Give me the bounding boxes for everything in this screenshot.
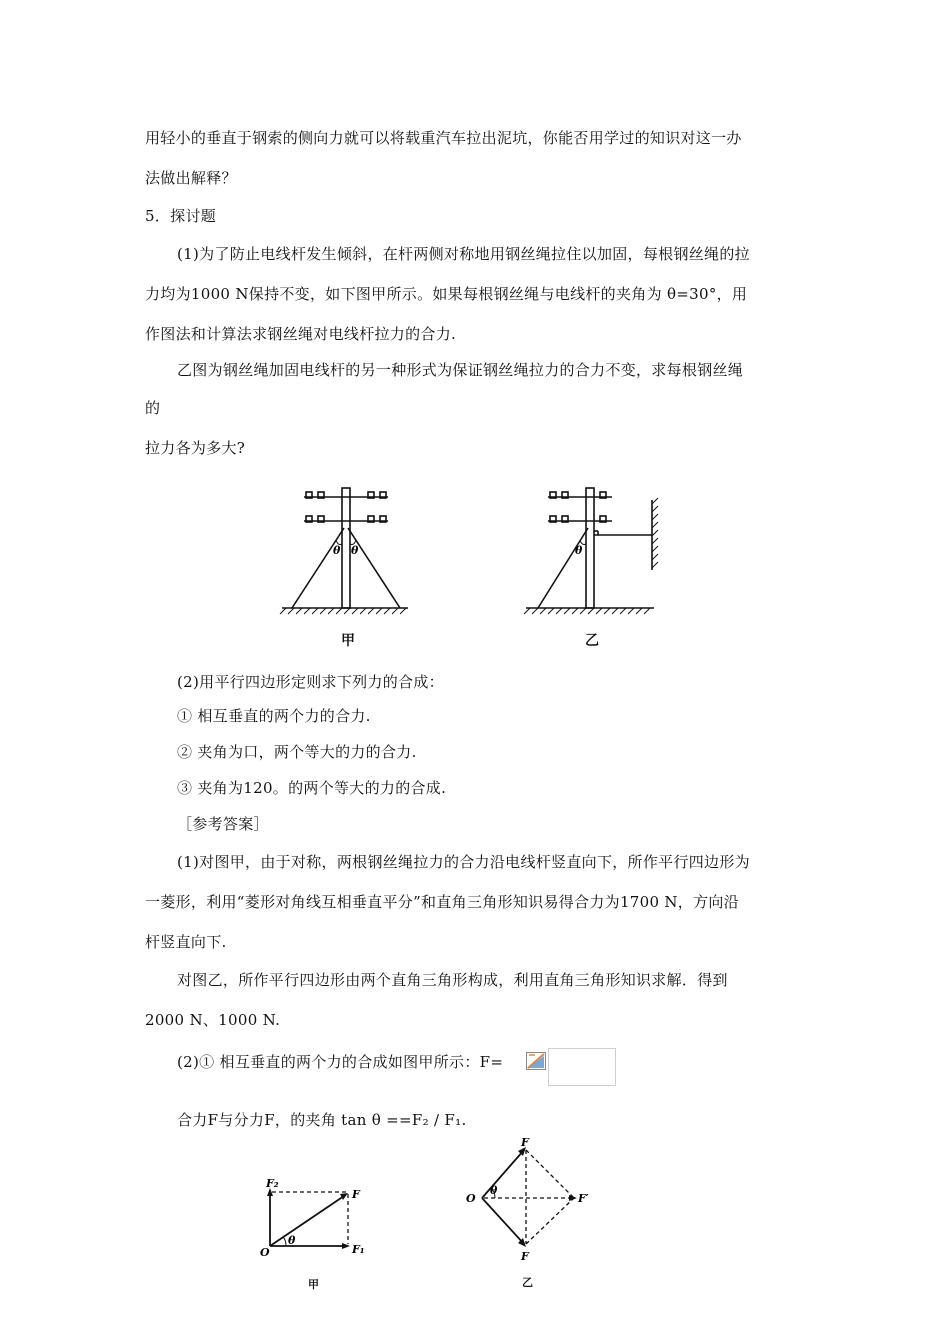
l17: 杆竖直向下. <box>145 933 227 951</box>
pole-a-caption: 甲 <box>341 633 355 649</box>
force-b-label-theta: θ <box>490 1184 498 1197</box>
l18: 对图乙，所作平行四边形由两个直角三角形构成，利用直角三角形知识求解．得到 <box>177 971 728 989</box>
l13: ③ 夹角为120。的两个等大的力的合成. <box>177 779 447 797</box>
l11: ① 相互垂直的两个力的合力. <box>177 707 371 725</box>
l5: 力均为1000 N保持不变，如下图甲所示。如果每根钢丝绳与电线杆的夹角为 θ=30°，用 <box>145 285 748 303</box>
l12: ② 夹角为口，两个等大的力的合力. <box>177 743 417 761</box>
force-a-label-f2: F₂ <box>266 1177 279 1190</box>
l16: 一菱形，利用“菱形对角线互相垂直平分”和直角三角形知识易得合力为1700 N，方向沿 <box>145 893 740 911</box>
l20: (2)① 相互垂直的两个力的合成如图甲所示：F= <box>177 1053 504 1071</box>
force-figure-a <box>258 1176 370 1258</box>
l2: 法做出解释？ <box>145 169 237 187</box>
l3: 5．探讨题 <box>145 207 217 225</box>
formula-frame <box>548 1048 616 1086</box>
force-a-label-o: O <box>260 1246 270 1258</box>
force-a-caption: 甲 <box>308 1278 319 1291</box>
force-b-label-fprime: F′ <box>578 1192 589 1205</box>
force-b-label-f-top: F <box>521 1136 529 1149</box>
l4: (1)为了防止电线杆发生倾斜，在杆两侧对称地用钢丝绳拉住以加固，每根钢丝绳的拉 <box>177 245 750 263</box>
l9: 拉力各为多大? <box>145 439 246 457</box>
theta-b: θ <box>575 544 583 557</box>
formula-image-icon <box>526 1052 546 1070</box>
theta-a-left: θ <box>333 544 341 557</box>
l15: (1)对图甲，由于对称，两根钢丝绳拉力的合力沿电线杆竖直向下，所作平行四边形为 <box>177 853 750 871</box>
l8: 的 <box>145 399 161 417</box>
l1: 用轻小的垂直于钢索的侧向力就可以将载重汽车拉出泥坑，你能否用学过的知识对这一办 <box>145 129 742 147</box>
force-figure-b <box>458 1136 606 1262</box>
pole-figure-b <box>522 484 662 650</box>
force-b-label-f-bottom: F <box>521 1250 529 1262</box>
force-b-caption: 乙 <box>522 1276 533 1289</box>
l21: 合力F与分力F，的夹角 tan θ ==F₂ / F₁. <box>177 1111 467 1129</box>
l10: (2)用平行四边形定则求下列力的合成： <box>177 673 444 691</box>
l7: 乙图为钢丝绳加固电线杆的另一种形式为保证钢丝绳拉力的合力不变，求每根钢丝绳 <box>177 361 744 379</box>
l14: ［参考答案］ <box>177 815 269 833</box>
force-a-label-theta: θ <box>288 1234 296 1247</box>
theta-a-right: θ <box>351 544 359 557</box>
l6: 作图法和计算法求钢丝绳对电线杆拉力的合力. <box>145 325 457 343</box>
l19: 2000 N、1000 N. <box>145 1011 281 1029</box>
force-a-label-f1: F₁ <box>352 1243 365 1256</box>
force-a-label-f: F <box>352 1188 360 1201</box>
pole-figure-a <box>278 484 412 650</box>
force-b-label-o: O <box>466 1192 476 1205</box>
pole-b-caption: 乙 <box>585 633 599 649</box>
